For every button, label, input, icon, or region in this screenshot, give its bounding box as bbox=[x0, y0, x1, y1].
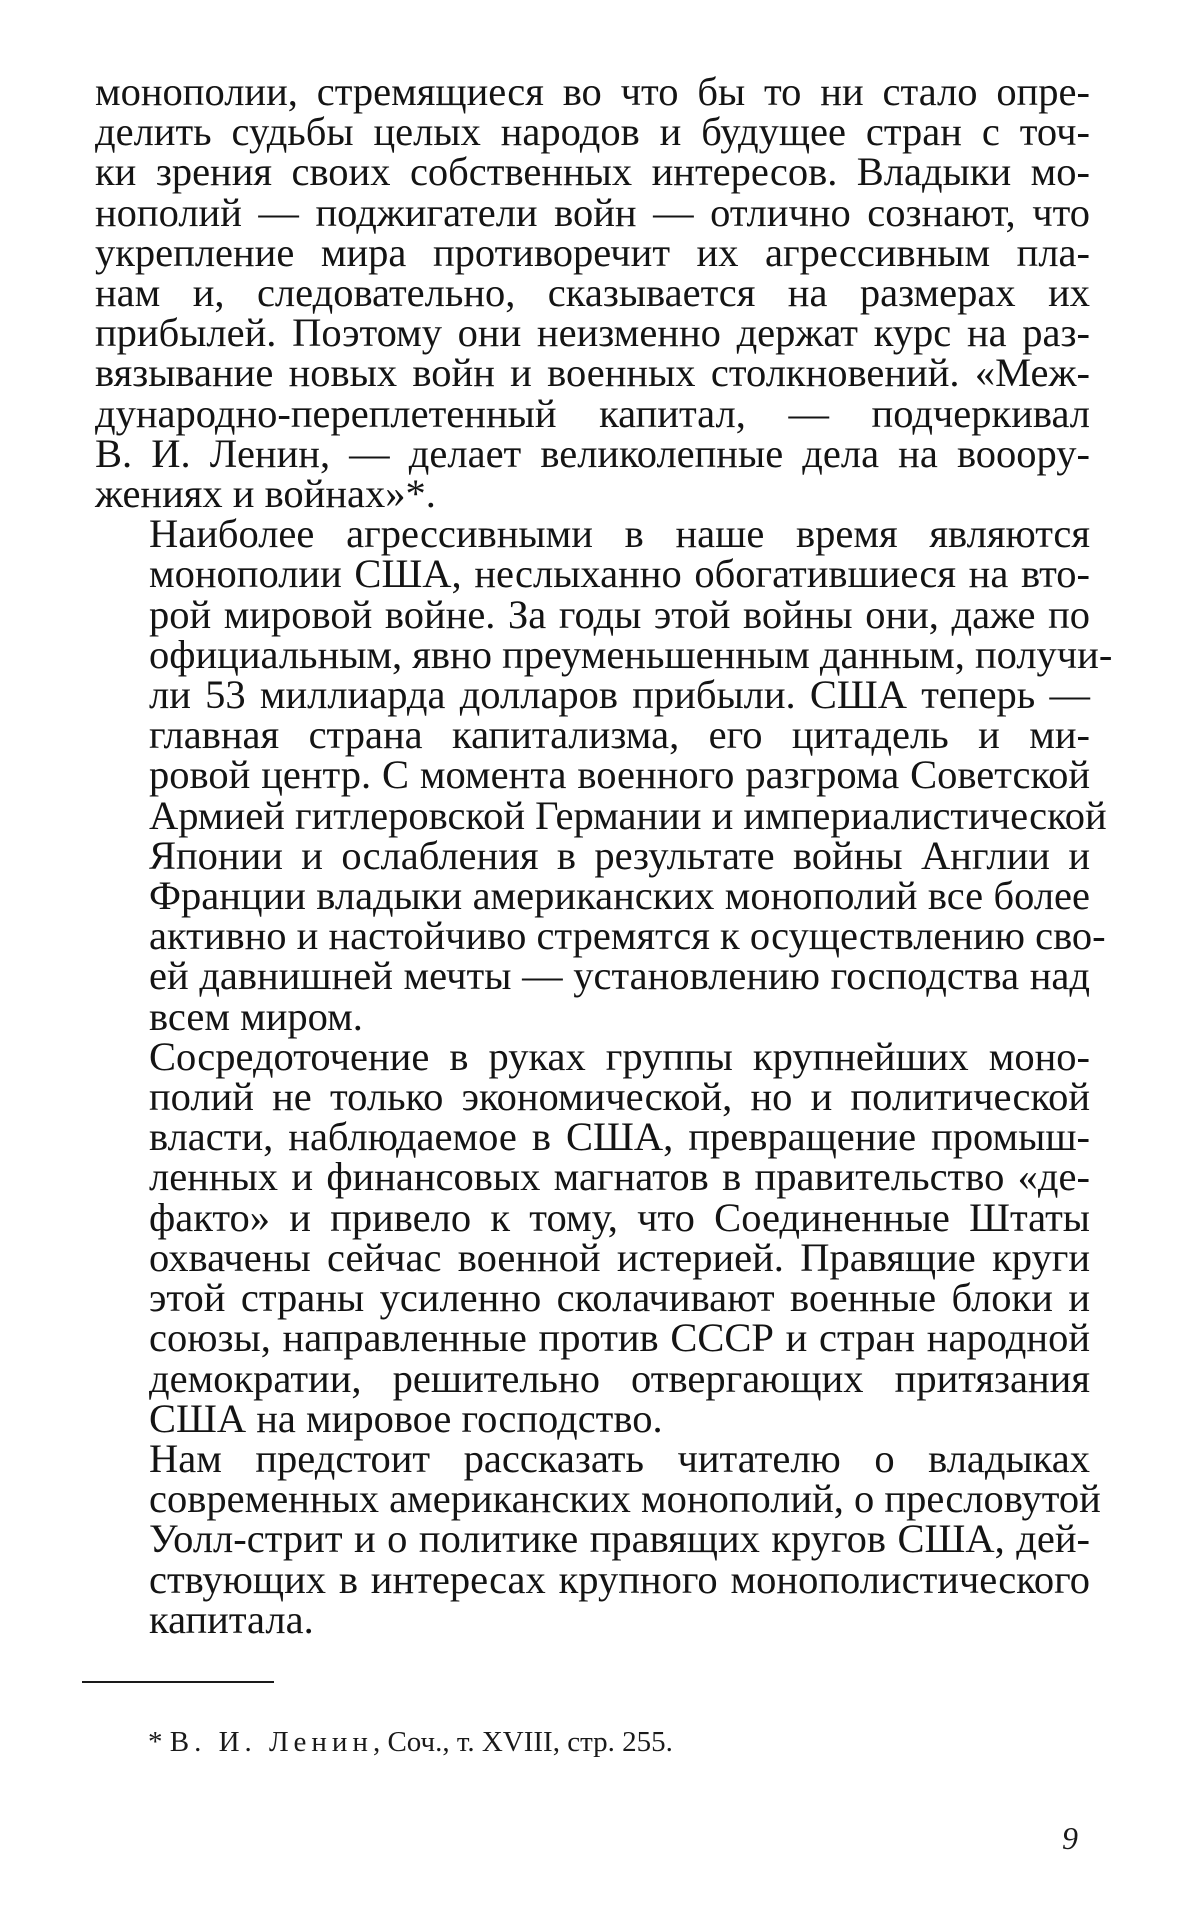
page-body bbox=[95, 69, 1113, 1642]
text-line: охвачены сейчас военной истерией. Правящие круги bbox=[149, 1234, 1090, 1280]
text-line: жениях и войнах»*. bbox=[95, 471, 436, 517]
text-line: ленных и финансовых магнатов в правительство «де- bbox=[149, 1154, 1090, 1200]
text-line: Уолл-стрит и о политике правящих кругов США, дей- bbox=[149, 1516, 1090, 1562]
text-line: демократии, решительно отвергающих притязания bbox=[149, 1355, 1090, 1401]
text-line: современных американских монополий, о пресловутой bbox=[149, 1476, 1101, 1522]
text-line: нам и, следовательно, сказывается на размерах их bbox=[95, 270, 1090, 316]
text-line: монополии, стремящиеся во что бы то ни стало опре- bbox=[95, 69, 1090, 114]
text-line: США на мировое господство. bbox=[149, 1395, 663, 1441]
text-line: капитала. bbox=[149, 1596, 314, 1642]
text-line: рой мировой войне. За годы этой войны они, даже по bbox=[149, 591, 1090, 637]
text-line: дународно-переплетенный капитал, — подчеркивал bbox=[95, 390, 1090, 436]
text-line: главная страна капитализма, его цитадель и ми- bbox=[149, 712, 1090, 758]
text-line: В. И. Ленин, — делает великолепные дела на вооору- bbox=[95, 430, 1090, 476]
text-line: ки зрения своих собственных интересов. Владыки мо- bbox=[95, 149, 1090, 195]
text-line: делить судьбы целых народов и будущее стран с точ- bbox=[95, 109, 1090, 155]
text-line: прибылей. Поэтому они неизменно держат курс на раз- bbox=[95, 310, 1090, 356]
text-line: власти, наблюдаемое в США, превращение промыш- bbox=[149, 1114, 1090, 1160]
paragraph-1 bbox=[95, 69, 1090, 517]
text-line: официальным, явно преуменьшенным данным, получи- bbox=[149, 631, 1113, 677]
text-line: факто» и привело к тому, что Соединенные Штаты bbox=[149, 1194, 1090, 1240]
text-line: союзы, направленные против СССР и стран народной bbox=[149, 1315, 1090, 1361]
text-line: Франции владыки американских монополий все более bbox=[149, 873, 1090, 919]
text-line: Нам предстоит рассказать читателю о владыках bbox=[149, 1435, 1090, 1481]
text-line: ствующих в интересах крупного монополистического bbox=[149, 1556, 1090, 1602]
text-line: нополий — поджигатели войн — отлично сознают, что bbox=[95, 189, 1090, 235]
paragraph-2 bbox=[95, 511, 1113, 1039]
paragraph-4 bbox=[95, 1435, 1101, 1642]
footnote-source: , Соч., т. XVIII, стр. 255. bbox=[372, 1726, 673, 1758]
text-line: укрепление мира противоречит их агрессивным пла- bbox=[95, 229, 1090, 275]
text-line: ли 53 миллиарда долларов прибыли. США теперь — bbox=[149, 672, 1090, 718]
footnote-marker: * bbox=[148, 1726, 163, 1758]
text-line: вязывание новых войн и военных столкновений. «Меж- bbox=[95, 350, 1090, 396]
text-line: Японии и ослабления в результате войны Англии и bbox=[149, 832, 1090, 878]
text-line: Армией гитлеровской Германии и империалистической bbox=[149, 792, 1107, 838]
text-line: полий не только экономической, но и политической bbox=[149, 1074, 1090, 1120]
paragraph-3 bbox=[95, 1033, 1090, 1441]
text-line: Наиболее агрессивными в наше время являются bbox=[149, 511, 1090, 557]
text-line: всем миром. bbox=[149, 993, 363, 1039]
text-line: активно и настойчиво стремятся к осуществлению сво- bbox=[149, 913, 1106, 959]
page-number: 9 bbox=[1062, 1820, 1078, 1856]
text-line: ей давнишней мечты — установлению господства над bbox=[149, 953, 1090, 999]
footnote bbox=[148, 1725, 673, 1759]
footnote-author: В. И. Ленин bbox=[169, 1726, 373, 1758]
text-line: ровой центр. С момента военного разгрома Советской bbox=[149, 752, 1090, 798]
footnote-divider bbox=[82, 1681, 274, 1683]
text-line: монополии США, неслыханно обогатившиеся на вто- bbox=[149, 551, 1090, 597]
text-line: этой страны усиленно сколачивают военные блоки и bbox=[149, 1275, 1090, 1321]
text-line: Сосредоточение в руках группы крупнейших моно- bbox=[149, 1033, 1090, 1079]
